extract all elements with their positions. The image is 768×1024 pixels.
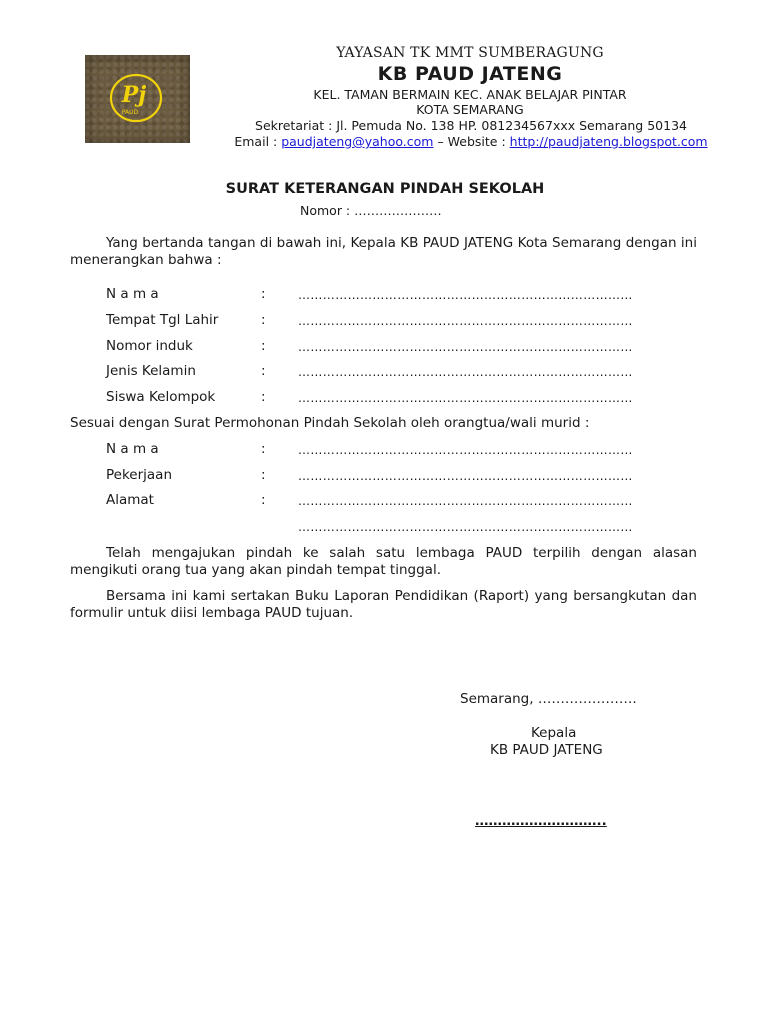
parent-name-blank: ………………………………………………………………………	[298, 443, 633, 457]
field-colon: :	[261, 363, 266, 379]
parent-name-label: N a m a	[106, 441, 159, 457]
institution-name: KB PAUD JATENG	[377, 63, 563, 85]
website-link[interactable]: http://paudjateng.blogspot.com	[509, 134, 708, 149]
document-title: SURAT KETERANGAN PINDAH SEKOLAH	[225, 181, 545, 197]
address-blank: ………………………………………………………………………	[298, 494, 633, 508]
intro-text: Yang bertanda tangan di bawah ini, Kepala KB PAUD JATENG Kota Semarang dengan ini menerangkan bahwa :	[70, 235, 697, 268]
document-number: Nomor : …………………	[300, 203, 442, 218]
website-label: – Website :	[433, 134, 510, 149]
field-colon: :	[261, 338, 266, 354]
occupation-blank: ………………………………………………………………………	[298, 469, 633, 483]
reason-text: Telah mengajukan pindah ke salah satu lembaga PAUD terpilih dengan alasan mengikuti orang tua yang akan pindah tempat tinggal.	[70, 545, 697, 578]
email-label: Email :	[234, 134, 282, 149]
field-colon: :	[261, 441, 266, 457]
field-colon: :	[261, 286, 266, 302]
field-colon: :	[261, 312, 266, 328]
address-continuation-blank: ………………………………………………………………………	[298, 520, 633, 534]
request-line: Sesuai dengan Surat Permohonan Pindah Sekolah oleh orangtua/wali murid :	[70, 415, 590, 431]
occupation-label: Pekerjaan	[106, 467, 173, 483]
address-line-1: KEL. TAMAN BERMAIN KEC. ANAK BELAJAR PINTAR	[313, 87, 627, 102]
intro-paragraph	[70, 235, 697, 269]
reason-paragraph	[70, 545, 697, 579]
field-colon: :	[261, 467, 266, 483]
student-group-blank: ………………………………………………………………………	[298, 391, 633, 405]
signatory-institution: KB PAUD JATENG	[490, 742, 603, 758]
secretariat-line: Sekretariat : Jl. Pemuda No. 138 HP. 081234567xxx Semarang 50134	[255, 118, 687, 133]
address-label: Alamat	[106, 492, 154, 508]
student-number-blank: ………………………………………………………………………	[298, 340, 633, 354]
student-name-blank: ………………………………………………………………………	[298, 288, 633, 302]
logo-subtext: PAUD	[121, 109, 139, 116]
address-line-2: KOTA SEMARANG	[416, 102, 524, 117]
email-link[interactable]: paudjateng@yahoo.com	[281, 134, 434, 149]
birth-place-date-blank: ………………………………………………………………………	[298, 314, 633, 328]
paud-logo-icon	[108, 72, 164, 124]
signatory-name: ………………………..	[475, 813, 607, 829]
signatory-position: Kepala	[531, 725, 577, 741]
field-colon: :	[261, 492, 266, 508]
student-number-label: Nomor induk	[106, 338, 193, 354]
logo-text: Pj	[121, 82, 147, 108]
contact-line	[196, 134, 746, 149]
birth-place-date-label: Tempat Tgl Lahir	[106, 312, 219, 328]
institution-logo	[85, 55, 190, 143]
student-name-label: N a m a	[106, 286, 159, 302]
field-colon: :	[261, 389, 266, 405]
attachment-paragraph	[70, 588, 697, 622]
gender-blank: ………………………………………………………………………	[298, 365, 633, 379]
place-date: Semarang, ………………….	[460, 691, 637, 707]
attachment-text: Bersama ini kami sertakan Buku Laporan Pendidikan (Raport) yang bersangkutan dan formulir untuk diisi lembaga PAUD tujuan.	[70, 588, 697, 621]
gender-label: Jenis Kelamin	[106, 363, 196, 379]
student-group-label: Siswa Kelompok	[106, 389, 216, 405]
foundation-name: YAYASAN TK MMT SUMBERAGUNG	[336, 45, 604, 61]
